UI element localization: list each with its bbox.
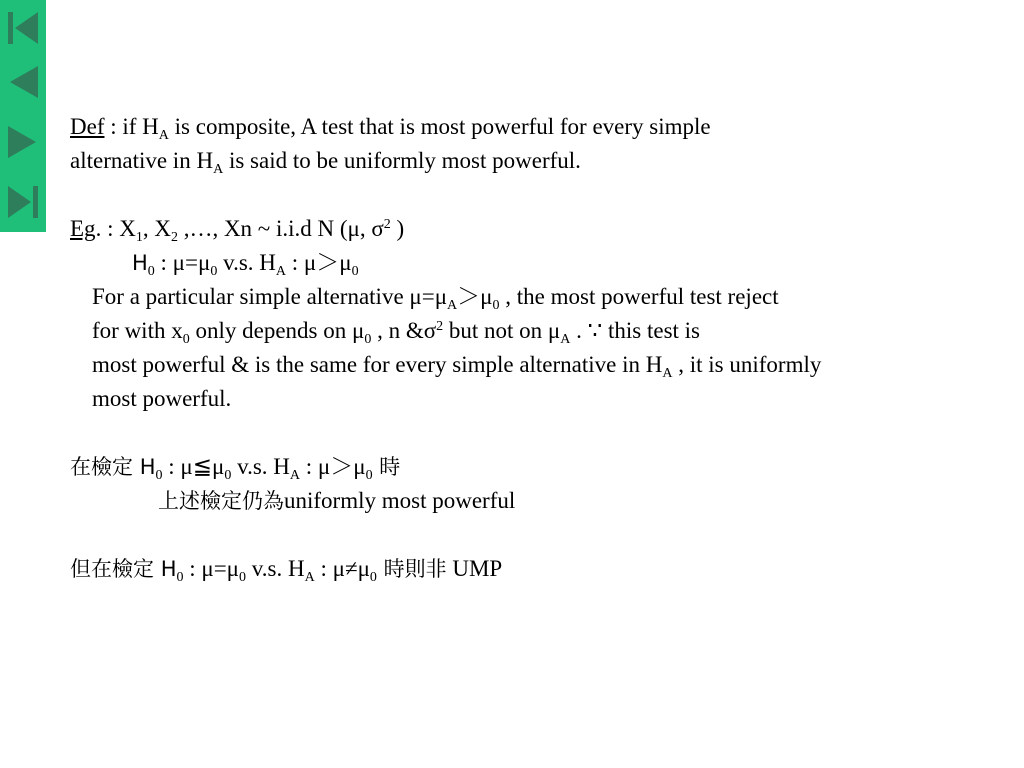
slide-nav-bar bbox=[0, 0, 46, 232]
spacer bbox=[70, 416, 1010, 450]
chinese-conclusion-line: 上述檢定仍為uniformly most powerful bbox=[158, 488, 516, 513]
first-slide-button[interactable] bbox=[4, 6, 42, 50]
paragraph-line-4: most powerful. bbox=[92, 386, 232, 411]
chinese-hypothesis-line-1: 在檢定 $H_0$ : $\mu≦\mu_0$ v.s. $H_A$ : $\mu>\mu_0$ 時 bbox=[70, 454, 401, 483]
next-slide-icon bbox=[4, 120, 42, 164]
slide-content bbox=[70, 110, 1010, 586]
example-line: Eg. : $X_1$, $X_2$ ,…, Xn ~ i.i.d N (μ, $\sigma^2$ ) bbox=[70, 216, 405, 245]
next-slide-button[interactable] bbox=[4, 120, 42, 164]
chinese-hypothesis-line-2: 但在檢定 $H_0$ : $\mu=\mu_0$ v.s. $H_A$ : $\mu\ne\mu_0$ 時則非 UMP bbox=[70, 556, 503, 585]
hypothesis-line: $H_0$ : $\mu=\mu_0$ v.s. $H_A$ : $\mu>\mu_0$ bbox=[132, 250, 359, 279]
spacer bbox=[70, 518, 1010, 552]
definition-line-1: Def : if $H_A$ is composite, A test that is most powerful for every simple bbox=[70, 114, 711, 143]
paragraph-line-3: most powerful & is the same for every simple alternative in $H_A$ , it is uniformly bbox=[92, 352, 822, 381]
eg-label: Eg bbox=[70, 216, 96, 241]
spacer bbox=[70, 178, 1010, 212]
last-slide-icon bbox=[4, 180, 42, 224]
last-slide-button[interactable] bbox=[4, 180, 42, 224]
first-slide-icon bbox=[4, 6, 42, 50]
previous-slide-button[interactable] bbox=[4, 60, 42, 104]
previous-slide-icon bbox=[4, 60, 42, 104]
definition-line-2: alternative in $H_A$ is said to be uniformly most powerful. bbox=[70, 148, 581, 177]
paragraph-line-2: for with $x_0$ only depends on $\mu_0$ , n $\&\sigma^2$ but not on $\mu_A$ . ∵ this test is bbox=[92, 318, 701, 347]
def-label: Def bbox=[70, 114, 105, 139]
paragraph-line-1: For a particular simple alternative $\mu=\mu_A>\mu_0$ , the most powerful test reject bbox=[92, 284, 779, 313]
